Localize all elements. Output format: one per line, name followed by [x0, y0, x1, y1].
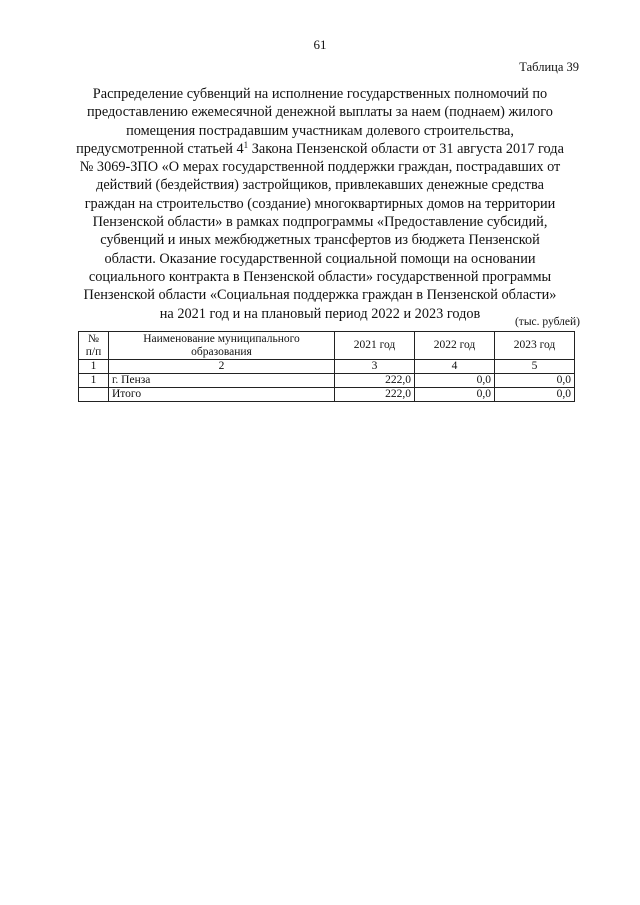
document-title — [64, 85, 576, 323]
column-number: 3 — [335, 360, 415, 374]
column-number: 2 — [109, 360, 335, 374]
title-line: действий (бездействия) застройщиков, привлекавших денежные средства — [96, 177, 544, 194]
header-number: № п/п — [79, 332, 109, 360]
title-line: субвенций и иных межбюджетных трансфертов из бюджета Пензенской — [100, 232, 540, 249]
value-2022: 0,0 — [415, 374, 495, 388]
units-note: (тыс. рублей) — [514, 316, 580, 328]
title-line: граждан на строительство (создание) многоквартирных домов на территории — [84, 195, 556, 212]
title-line: Пензенской области» в рамках подпрограммы «Предоставление субсидий, — [92, 214, 548, 231]
title-line: Распределение субвенций на исполнение государственных полномочий по — [92, 86, 548, 102]
total-2021: 222,0 — [335, 388, 415, 402]
row-number: 1 — [79, 374, 109, 388]
table-label: Таблица 39 — [519, 60, 579, 74]
total-2023: 0,0 — [495, 388, 575, 402]
municipality-name: г. Пенза — [109, 374, 335, 388]
title-line: на 2021 год и на плановый период 2022 и 2023 годов — [159, 305, 481, 322]
article-superscript: 1 — [243, 139, 249, 150]
title-line-rest: Закона Пензенской области от 31 августа 2017 года — [251, 140, 564, 157]
row-number — [79, 388, 109, 402]
title-line: предоставлению ежемесячной денежной выплаты за наем (поднаем) жилого — [87, 104, 553, 121]
title-line: социального контракта в Пензенской области» государственной программы — [88, 268, 552, 285]
title-line: Пензенской области «Социальная поддержка граждан в Пензенской области» — [83, 287, 557, 304]
column-number: 5 — [495, 360, 575, 374]
subvention-table — [78, 331, 575, 402]
table-row — [79, 374, 575, 388]
column-number: 4 — [415, 360, 495, 374]
total-2022: 0,0 — [415, 388, 495, 402]
total-row — [79, 388, 575, 402]
total-label: Итого — [109, 388, 335, 402]
value-2021: 222,0 — [335, 374, 415, 388]
page-number: 61 — [313, 37, 327, 52]
header-2021: 2021 год — [335, 332, 415, 360]
title-line: помещения пострадавшим участникам долевого строительства, — [126, 122, 514, 139]
title-line: № 3069-ЗПО «О мерах государственной поддержки граждан, пострадавших от — [79, 159, 561, 176]
header-municipality: Наименование муниципального образования — [109, 332, 335, 360]
header-2022: 2022 год — [415, 332, 495, 360]
header-2023: 2023 год — [495, 332, 575, 360]
table-header-row — [79, 332, 575, 360]
column-number-row — [79, 360, 575, 374]
title-line — [64, 140, 576, 158]
title-line-prefix: предусмотренной статьей 4 — [76, 140, 244, 157]
column-number: 1 — [79, 360, 109, 374]
value-2023: 0,0 — [495, 374, 575, 388]
title-line: области. Оказание государственной социальной помощи на основании — [104, 250, 536, 267]
